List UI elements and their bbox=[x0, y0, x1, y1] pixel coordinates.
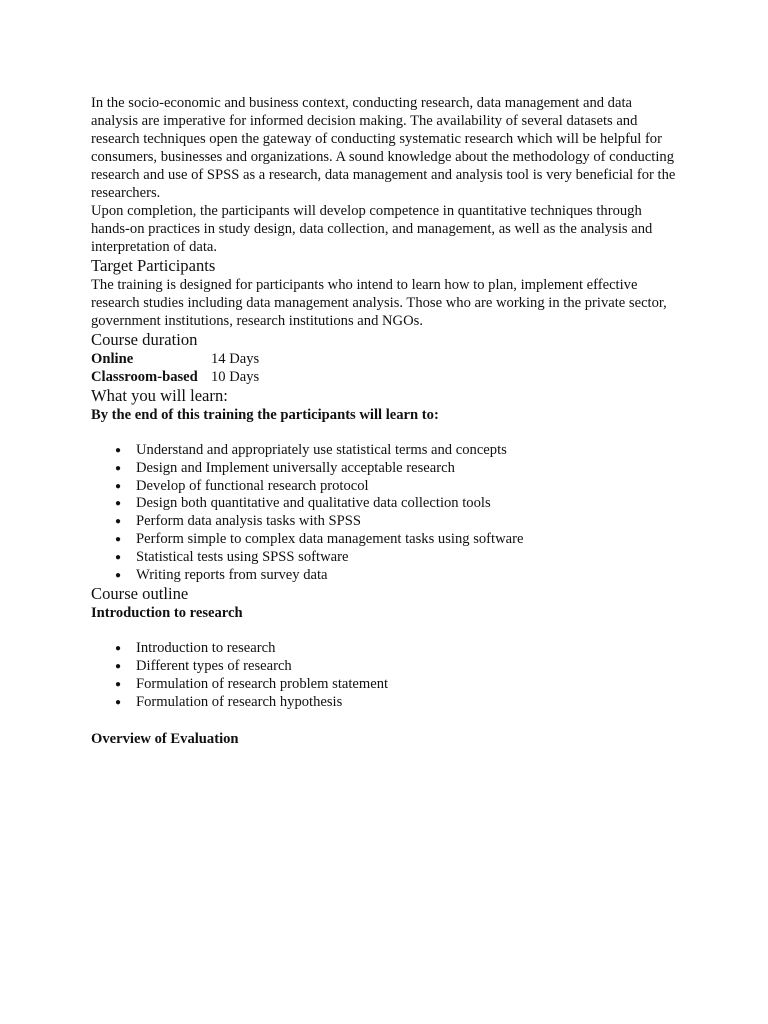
intro-paragraph-2: Upon completion, the participants will develop competence in quantitative techniques through hands-on practices in study design, data collection, and management, as well as the analysis and interpretation of data. bbox=[91, 203, 653, 255]
duration-label: Classroom-based bbox=[91, 369, 198, 385]
list-item: ● Develop of functional research protocol bbox=[115, 477, 369, 494]
bullet-icon: ● bbox=[115, 462, 122, 474]
outline-intro-list bbox=[91, 640, 682, 711]
list-item: ● Perform data analysis tasks with SPSS bbox=[115, 513, 361, 530]
list-item: ● Design and Implement universally acceptable research bbox=[115, 459, 455, 476]
duration-row-online bbox=[91, 350, 259, 368]
list-item: ● Statistical tests using SPSS software bbox=[115, 548, 349, 565]
learn-list bbox=[91, 442, 682, 584]
bullet-icon: ● bbox=[115, 678, 122, 690]
list-item: ● Design both quantitative and qualitative data collection tools bbox=[115, 495, 491, 512]
what-you-will-learn-heading: What you will learn: bbox=[91, 386, 228, 405]
course-duration-table bbox=[91, 350, 259, 386]
target-participants-heading: Target Participants bbox=[91, 256, 216, 275]
bullet-icon: ● bbox=[115, 480, 122, 492]
list-item: ● Writing reports from survey data bbox=[115, 566, 328, 583]
course-outline-heading: Course outline bbox=[91, 584, 189, 604]
list-item: ● Different types of research bbox=[115, 658, 292, 675]
bullet-icon: ● bbox=[115, 516, 122, 528]
intro-to-research-subheading: Introduction to research bbox=[91, 605, 243, 622]
list-item: ● Formulation of research hypothesis bbox=[115, 693, 343, 710]
bullet-icon: ● bbox=[115, 643, 122, 655]
bullet-icon: ● bbox=[115, 569, 122, 581]
list-item: ● Understand and appropriately use statistical terms and concepts bbox=[115, 442, 507, 458]
bullet-icon: ● bbox=[115, 551, 122, 563]
duration-row-classroom bbox=[91, 368, 259, 386]
bullet-icon: ● bbox=[115, 696, 122, 708]
target-participants-paragraph: The training is designed for participants who intend to learn how to plan, implement effective research studies including data management analysis. Those who are working in the private sector, government institutions, research institutions and NGOs. bbox=[91, 277, 667, 329]
duration-value: 14 Days bbox=[211, 351, 260, 367]
list-item: ● Perform simple to complex data management tasks using software bbox=[115, 530, 524, 547]
bullet-icon: ● bbox=[115, 533, 122, 545]
intro-paragraph-1: In the socio-economic and business context, conducting research, data management and data analysis are imperative for informed decision making. The availability of several datasets and research techniques open the gateway of conducting systematic research which will be helpful for consumers, businesses and organizations. A sound knowledge about the methodology of conducting research and use of SPSS as a research, data management and analysis tool is very beneficial for the researchers. bbox=[91, 95, 676, 201]
overview-of-evaluation-subheading: Overview of Evaluation bbox=[91, 730, 239, 747]
course-duration-heading: Course duration bbox=[91, 330, 198, 349]
duration-value: 10 Days bbox=[211, 369, 260, 385]
bullet-icon: ● bbox=[115, 445, 122, 456]
list-item: ● Introduction to research bbox=[115, 640, 276, 657]
duration-label: Online bbox=[91, 351, 134, 367]
bullet-icon: ● bbox=[115, 661, 122, 673]
learn-subheading: By the end of this training the participants will learn to: bbox=[91, 407, 439, 423]
bullet-icon: ● bbox=[115, 498, 122, 510]
list-item: ● Formulation of research problem statement bbox=[115, 675, 389, 692]
